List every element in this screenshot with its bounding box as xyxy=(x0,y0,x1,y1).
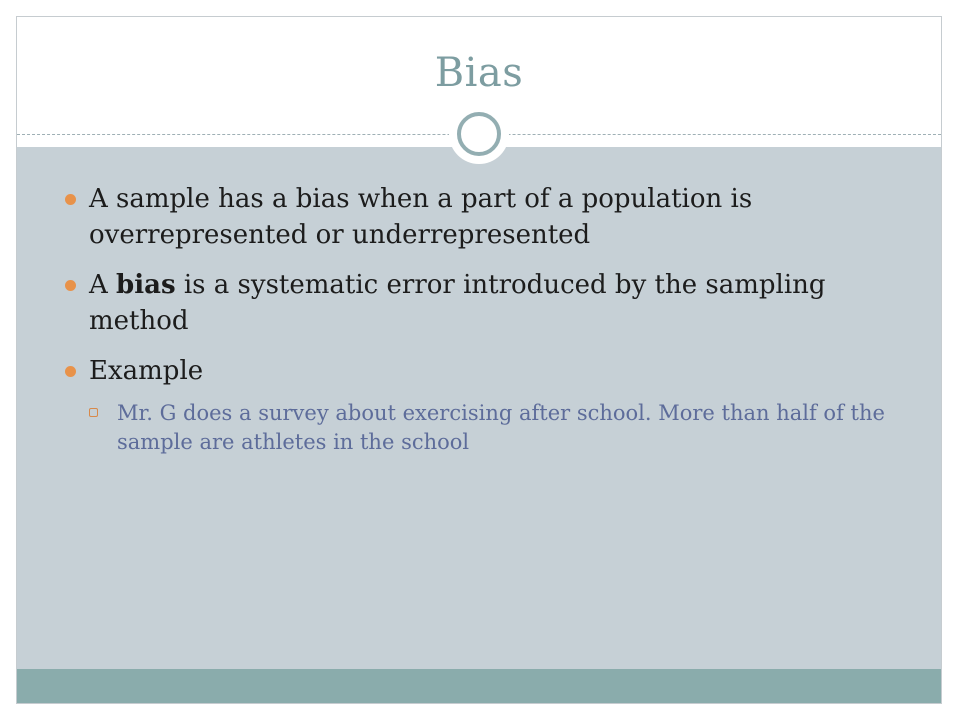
bullet-text: Example xyxy=(89,356,204,386)
sub-bullet-square-icon xyxy=(89,408,98,417)
slide-title: Bias xyxy=(434,50,524,96)
sub-bullet-item xyxy=(89,399,891,457)
title-ring-ornament xyxy=(449,104,509,164)
bullet-item xyxy=(61,353,891,457)
bullet-text-pre: A xyxy=(89,270,117,300)
ring-icon xyxy=(457,112,501,156)
content-area xyxy=(17,147,941,671)
bullet-list xyxy=(61,181,891,471)
bullet-dot-icon xyxy=(65,194,76,205)
sub-bullet-text: Mr. G does a survey about exercising after school. More than half of the sample are athletes in the school xyxy=(117,401,885,454)
bullet-item xyxy=(61,267,891,339)
footer-band xyxy=(17,669,941,703)
slide xyxy=(16,16,942,704)
bullet-text: A sample has a bias when a part of a population is overrepresented or underrepresented xyxy=(89,184,753,250)
bullet-text-post: is a systematic error introduced by the sampling method xyxy=(89,270,826,336)
bullet-dot-icon xyxy=(65,280,76,291)
bullet-item xyxy=(61,181,891,253)
bullet-text-bold: bias xyxy=(116,270,176,300)
sub-bullet-list xyxy=(89,399,891,457)
bullet-dot-icon xyxy=(65,366,76,377)
